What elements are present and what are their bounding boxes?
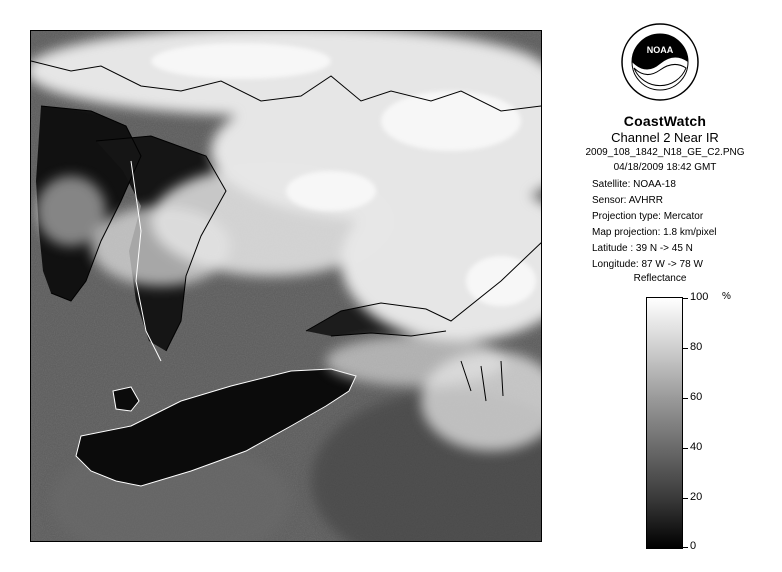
colorbar-tick [683,348,688,349]
latitude-label: Latitude : 39 N -> 45 N [592,243,693,254]
tick-label-0: 0 [690,540,697,552]
map-projection-label: Map projection: 1.8 km/pixel [592,227,717,238]
legend-title: Reflectance [633,273,687,284]
tick-label-20: 20 [690,491,703,503]
product-title: CoastWatch [623,113,707,129]
colorbar-tick [683,498,688,499]
datetime-label: 04/18/2009 18:42 GMT [613,162,717,173]
longitude-label: Longitude: 87 W -> 78 W [592,259,703,270]
noaa-logo [620,22,700,102]
reflectance-colorbar [646,297,683,549]
legend-unit: % [722,291,731,302]
satellite-map-image [30,30,542,542]
colorbar-tick [683,448,688,449]
logo-center-text: NOAA [646,45,674,55]
colorbar-tick [683,398,688,399]
tick-label-80: 80 [690,341,703,353]
tick-label-40: 40 [690,441,703,453]
tick-label-100: 100 [690,291,709,303]
satellite-label: Satellite: NOAA-18 [592,179,676,190]
tick-label-60: 60 [690,391,703,403]
colorbar-tick [683,298,688,299]
filename-label: 2009_108_1842_N18_GE_C2.PNG [585,147,745,158]
projection-type-label: Projection type: Mercator [592,211,704,222]
colorbar-tick [683,547,688,548]
channel-label: Channel 2 Near IR [611,130,719,145]
sensor-label: Sensor: AVHRR [592,195,663,206]
